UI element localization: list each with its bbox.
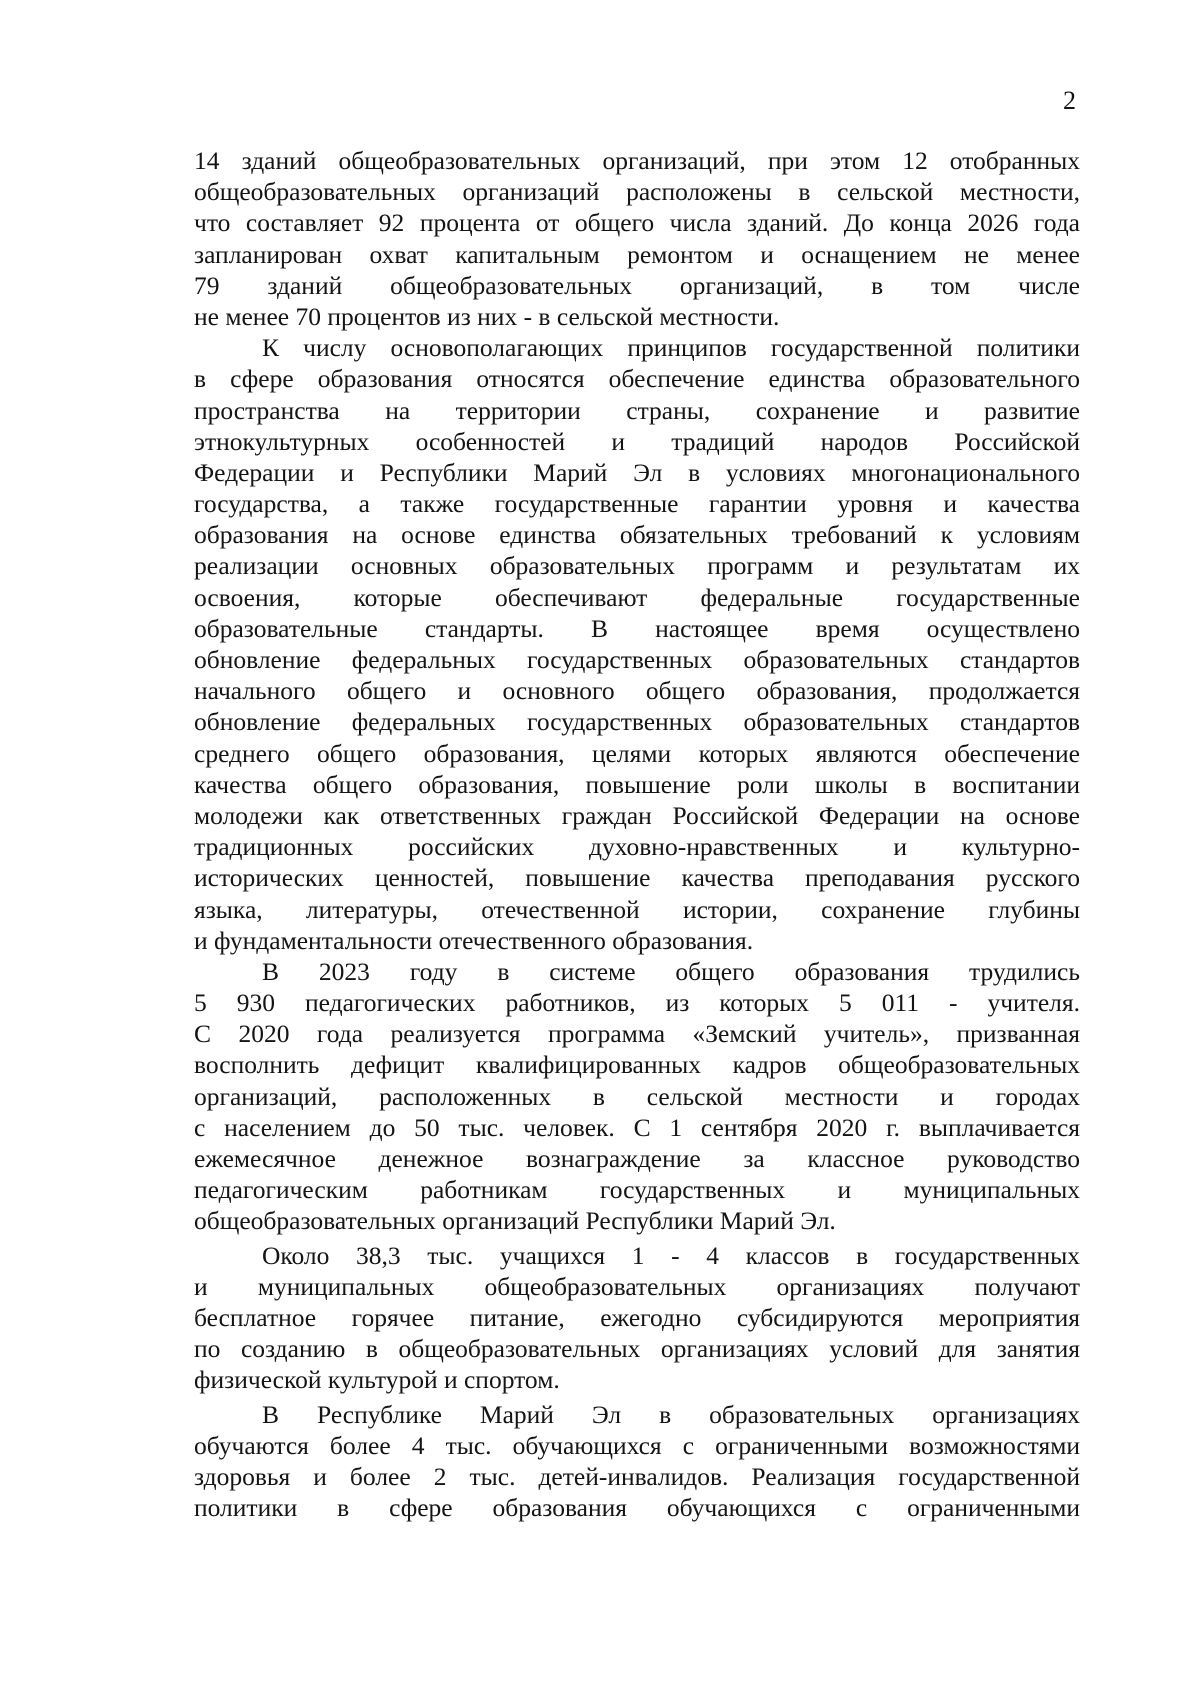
text-line: в сфере образования относятся обеспечение единства образовательного — [194, 364, 1080, 394]
text-line: государства, а также государственные гарантии уровня и качества — [194, 489, 1080, 519]
text-line: качества общего образования, повышение роли школы в воспитании — [194, 769, 1080, 799]
text-line: политики в сфере образования обучающихся с ограниченными — [194, 1493, 1080, 1523]
text-line: реализации основных образовательных программ и результатам их — [194, 551, 1080, 581]
text-line: обновление федеральных государственных образовательных стандартов — [194, 645, 1080, 674]
page-number: 2 — [1063, 86, 1076, 115]
paragraph — [194, 145, 1080, 332]
text-line: молодежи как ответственных граждан Российской Федерации на основе — [194, 800, 1080, 830]
text-line: обновление федеральных государственных образовательных стандартов — [194, 707, 1080, 737]
paragraph — [194, 1399, 1080, 1524]
text-line: С 2020 года реализуется программа «Земский учитель», призванная — [194, 1019, 1080, 1049]
text-line: обучаются более 4 тыс. обучающихся с ограниченными возможностями — [194, 1430, 1080, 1460]
text-line: 5 930 педагогических работников, из которых 5 011 - учителя. — [194, 988, 1080, 1018]
text-line: здоровья и более 2 тыс. детей-инвалидов. Реализация государственной — [194, 1461, 1080, 1491]
text-line: В Республике Марий Эл в образовательных организациях — [262, 1399, 1080, 1429]
text-line: Федерации и Республики Марий Эл в условиях многонационального — [194, 457, 1080, 487]
text-line: общеобразовательных организаций расположены в сельской местности, — [194, 177, 1080, 207]
text-line: с населением до 50 тыс. человек. С 1 сентября 2020 г. выплачивается — [194, 1112, 1080, 1142]
text-line: запланирован охват капитальным ремонтом и оснащением не менее — [194, 239, 1080, 269]
paragraph — [194, 956, 1080, 1237]
text-line: бесплатное горячее питание, ежегодно субсидируются мероприятия — [194, 1302, 1080, 1332]
text-line: 79 зданий общеобразовательных организаций, в том числе — [194, 270, 1080, 300]
text-line: традиционных российских духовно-нравственных и культурно- — [194, 832, 1080, 862]
text-line: не менее 70 процентов из них - в сельской местности. — [194, 301, 780, 331]
text-line: Около 38,3 тыс. учащихся 1 - 4 классов в государственных — [262, 1240, 1080, 1270]
text-line: и фундаментальности отечественного образования. — [194, 925, 754, 955]
text-line: исторических ценностей, повышение качества преподавания русского — [194, 863, 1080, 893]
text-line: 14 зданий общеобразовательных организаций, при этом 12 отобранных — [194, 146, 1080, 175]
text-line: начального общего и основного общего образования, продолжается — [194, 676, 1080, 706]
text-line: организаций, расположенных в сельской местности и городах — [194, 1081, 1080, 1111]
text-line: образовательные стандарты. В настоящее время осуществлено — [194, 613, 1080, 643]
text-line: общеобразовательных организаций Республики Марий Эл. — [194, 1206, 836, 1236]
document-body — [194, 145, 1080, 1523]
text-line: В 2023 году в системе общего образования трудились — [262, 956, 1080, 986]
text-line: языка, литературы, отечественной истории, сохранение глубины — [194, 894, 1080, 924]
text-line: по созданию в общеобразовательных организациях условий для занятия — [194, 1334, 1080, 1364]
text-line: этнокультурных особенностей и традиций народов Российской — [194, 426, 1080, 456]
text-line: и муниципальных общеобразовательных организациях получают — [194, 1271, 1080, 1301]
text-line: образования на основе единства обязательных требований к условиям — [194, 520, 1080, 550]
paragraph — [194, 332, 1080, 956]
text-line: что составляет 92 процента от общего числа зданий. До конца 2026 года — [194, 208, 1080, 238]
paragraph — [194, 1240, 1080, 1396]
text-line: пространства на территории страны, сохранение и развитие — [194, 395, 1080, 425]
text-line: физической культурой и спортом. — [194, 1365, 560, 1395]
text-line: К числу основополагающих принципов государственной политики — [262, 333, 1080, 363]
text-line: среднего общего образования, целями которых являются обеспечение — [194, 738, 1080, 768]
text-line: педагогическим работникам государственных и муниципальных — [194, 1175, 1080, 1205]
text-line: восполнить дефицит квалифицированных кадров общеобразовательных — [194, 1050, 1080, 1080]
text-line: освоения, которые обеспечивают федеральные государственные — [194, 582, 1080, 612]
text-line: ежемесячное денежное вознаграждение за классное руководство — [194, 1144, 1080, 1173]
